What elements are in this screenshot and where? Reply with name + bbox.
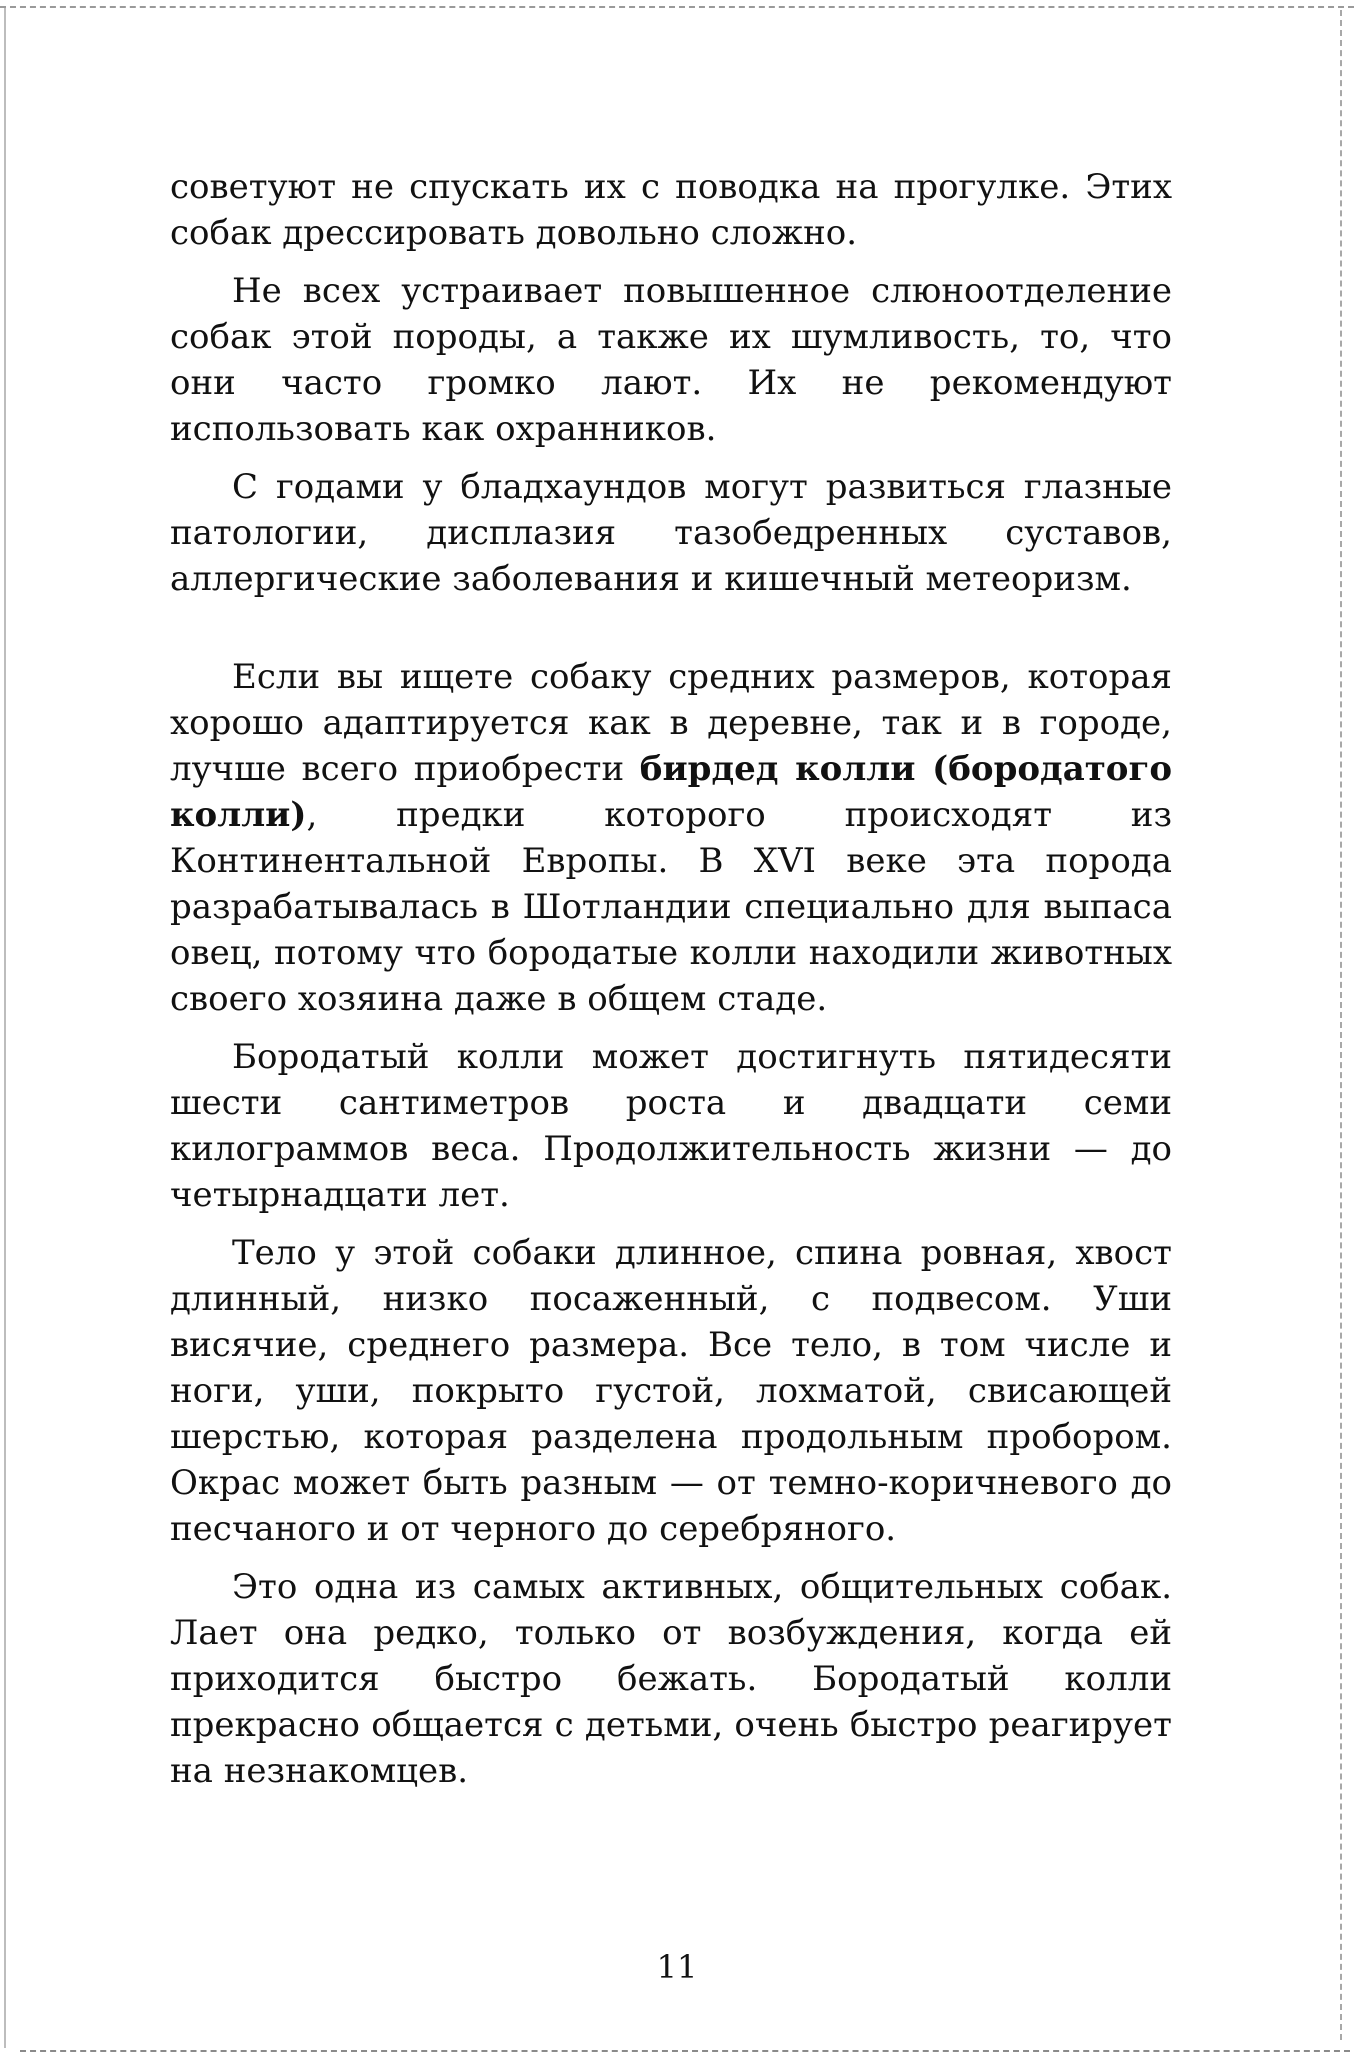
- scan-edge-left: [4, 8, 6, 2048]
- paragraph-appearance: Тело у этой собаки длинное, спина ровная, хвост длинный, низко посаженный, с подвесом. Уши висячие, среднего размера. Все тело, в том числе и ноги, уши, покрыто густой, лохматой, свисающей шерстью, которая разделена продольным пробором. Окрас может быть разным — от темно-коричневого до песчаного и от черного до серебряного.: [170, 1233, 1172, 1549]
- intro-text-before: Если вы ищете собаку средних размеров, которая хорошо адаптируется как в деревне, так и в городе, лучше всего приобрести: [170, 657, 1172, 789]
- paragraph-health: С годами у бладхаундов могут развиться глазные патологии, дисплазия тазобедренных суставов, аллергические заболевания и кишечный метеоризм.: [170, 467, 1172, 599]
- paragraph-salivation: Не всех устраивает повышенное слюноотделение собак этой породы, а также их шумливость, то, что они часто громко лают. Их не рекомендуют использовать как охранников.: [170, 271, 1172, 449]
- scan-edge-bottom: [20, 2050, 1350, 2052]
- breed-name-bold: бирдед колли (бородатого колли): [170, 749, 1172, 835]
- intro-text-after: , предки которого происходят из Континентальной Европы. В XVI веке эта порода разрабатывалась в Шотландии специально для выпаса овец, потому что бородатые колли находили животных своего хозяина даже в общем стаде.: [170, 795, 1172, 1019]
- paragraph-bearded-collie-intro: [170, 654, 1172, 1022]
- paragraph-continued: советуют не спускать их с поводка на прогулке. Этих собак дрессировать довольно сложно.: [170, 167, 1172, 253]
- paragraph-size: Бородатый колли может достигнуть пятидесяти шести сантиметров роста и двадцати семи килограммов веса. Продолжительность жизни — до четырнадцати лет.: [170, 1037, 1172, 1215]
- scan-edge-top: [0, 6, 1354, 8]
- scan-edge-right: [1340, 10, 1342, 2040]
- paragraph-temperament: Это одна из самых активных, общительных собак. Лает она редко, только от возбуждения, когда ей приходится быстро бежать. Бородатый колли прекрасно общается с детьми, очень быстро реагирует на незнакомцев.: [170, 1567, 1172, 1791]
- page-number: 11: [656, 1948, 698, 1986]
- body-text: [170, 164, 1172, 1794]
